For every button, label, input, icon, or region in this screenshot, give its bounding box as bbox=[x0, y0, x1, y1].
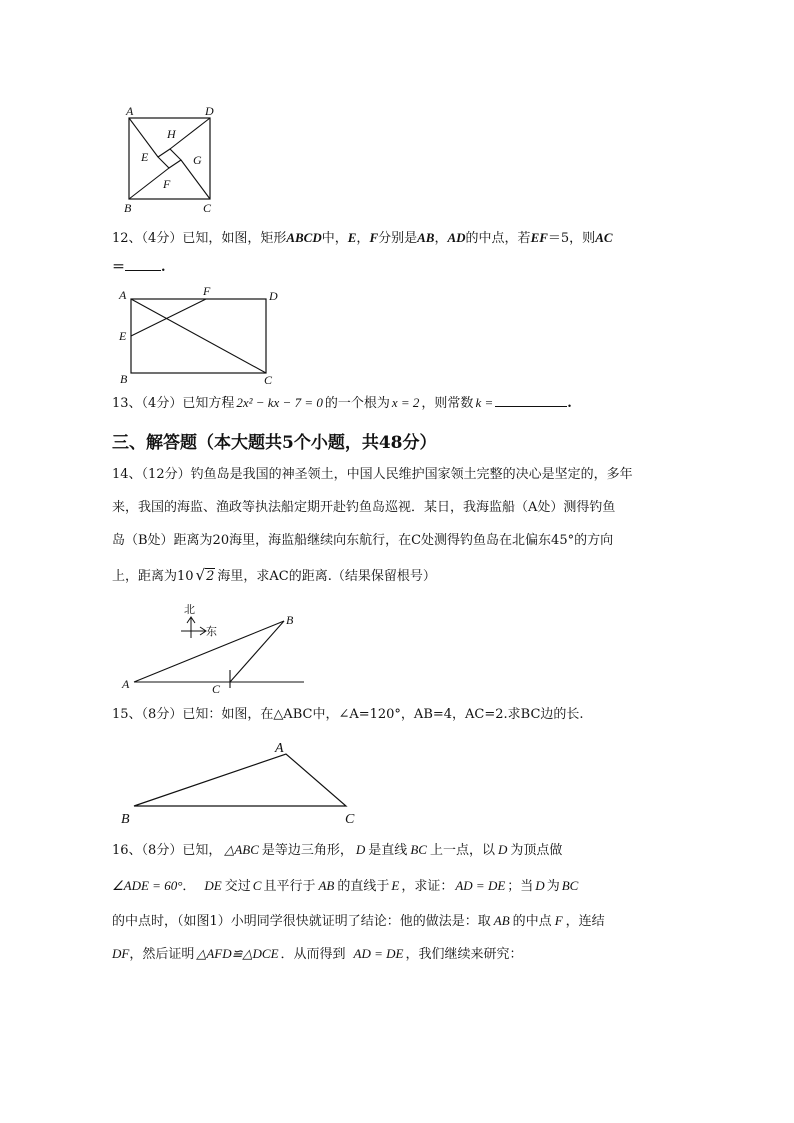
segment-dh bbox=[170, 118, 210, 149]
label-e: E bbox=[141, 150, 149, 164]
label-e: E bbox=[119, 329, 127, 343]
q16-angle-ade: ∠ADE = 60° bbox=[112, 878, 183, 893]
q16-text-1c: 是直线 bbox=[368, 843, 408, 858]
q12-text-1: 12、（4分）已知，如图，矩形 bbox=[112, 231, 287, 246]
q12-answer-blank[interactable] bbox=[125, 258, 161, 271]
q12-period: . bbox=[161, 260, 166, 275]
q16-text-4b: ，然后证明 bbox=[129, 947, 195, 962]
q12-ab: AB bbox=[417, 230, 435, 245]
label-c: C bbox=[264, 373, 273, 387]
q16-triangle: △ABC bbox=[224, 842, 259, 857]
label-d: D bbox=[205, 104, 214, 118]
label-c: C bbox=[203, 201, 212, 215]
q16-ad-eq-de-2: AD = DE bbox=[353, 946, 404, 961]
figure-navigation bbox=[114, 598, 310, 698]
q12-text-4: 的中点，若 bbox=[465, 231, 531, 246]
sqrt-radicand: 2 bbox=[206, 569, 215, 584]
question-13 bbox=[112, 394, 572, 413]
q13-period: . bbox=[567, 396, 572, 411]
label-east: 东 bbox=[206, 625, 217, 638]
q16-congruence: △AFD≌△DCE bbox=[196, 946, 279, 961]
question-14-line-2: 来，我国的海监、渔政等执法船定期开赴钓鱼岛巡视．某日，我海监船（A处）测得钓鱼 bbox=[112, 500, 616, 515]
label-g: G bbox=[193, 153, 202, 167]
q16-text-2c: 交过 bbox=[224, 879, 251, 894]
question-14-line-4 bbox=[112, 566, 436, 586]
q16-df: DF bbox=[112, 946, 130, 961]
question-16-line-3 bbox=[112, 912, 605, 931]
inner-square bbox=[158, 149, 181, 168]
label-c: C bbox=[345, 812, 355, 827]
q13-text-1: 13、（4分）已知方程 bbox=[112, 396, 235, 411]
q16-d-3: D bbox=[535, 878, 545, 893]
q16-bc: BC bbox=[410, 842, 427, 857]
label-north: 北 bbox=[184, 603, 195, 616]
q16-text-1e: 为顶点做 bbox=[510, 843, 563, 858]
q16-text-1a: 16、（8分）已知， bbox=[112, 843, 222, 858]
q12-f: F bbox=[369, 230, 379, 245]
q16-text-4d: ，我们继续来研究： bbox=[405, 947, 523, 962]
q13-text-2: 的一个根为 bbox=[324, 396, 390, 411]
label-h: H bbox=[167, 127, 176, 141]
question-16-line-1 bbox=[112, 841, 562, 860]
label-b: B bbox=[124, 201, 132, 215]
question-14-line-3: 岛（B处）距离为20海里，海监船继续向东航行，在C处测得钓鱼岛在北偏东45°的方向 bbox=[112, 533, 614, 548]
q16-f: F bbox=[554, 913, 563, 928]
q12-text-3: 分别是 bbox=[378, 231, 418, 246]
q12-ac: AC bbox=[595, 230, 613, 245]
q12-ad: AD bbox=[447, 230, 466, 245]
figure-rectangle-abcd bbox=[114, 284, 289, 388]
q13-text-3: ，则常数 bbox=[421, 396, 474, 411]
q12-ef: EF bbox=[530, 230, 548, 245]
label-a: A bbox=[122, 677, 130, 691]
q16-text-3a: 的中点时，（如图1）小明同学很快就证明了结论：他的做法是：取 bbox=[112, 914, 491, 929]
q12-text-2: 中， bbox=[321, 231, 348, 246]
q16-bc-2: BC bbox=[561, 878, 579, 893]
q16-d: D bbox=[355, 842, 366, 857]
q16-e: E bbox=[391, 878, 400, 893]
q16-text-4c: ．从而得到 bbox=[280, 947, 346, 962]
q16-ab: AB bbox=[318, 878, 335, 893]
q16-text-2f: ，求证： bbox=[401, 879, 454, 894]
q12-comma-2: ， bbox=[434, 231, 448, 246]
q12-abcd: ABCD bbox=[286, 230, 322, 245]
question-16-line-2 bbox=[112, 877, 580, 896]
question-12-answer-line bbox=[112, 258, 166, 277]
question-15: 15、（8分）已知：如图，在△ABC中，∠A=120°，AB=4，AC=2.求BC边的长. bbox=[112, 707, 584, 722]
q16-text-2b: ． bbox=[182, 879, 196, 894]
label-d: D bbox=[269, 289, 278, 303]
q16-ad-eq-de: AD = DE bbox=[455, 878, 506, 893]
label-a: A bbox=[126, 104, 134, 118]
label-f: F bbox=[203, 284, 211, 298]
segment-cb bbox=[230, 621, 284, 682]
question-14-line-1: 14、（12分）钓鱼岛是我国的神圣领土，中国人民维护国家领土完整的决心是坚定的，多年 bbox=[112, 467, 633, 482]
q13-root: x = 2 bbox=[391, 395, 420, 410]
figure-square-abcd bbox=[118, 100, 228, 218]
q16-text-2g: ；当 bbox=[507, 879, 534, 894]
label-b: B bbox=[121, 812, 130, 827]
q16-text-3b: 的中点 bbox=[512, 914, 552, 929]
label-b: B bbox=[120, 372, 128, 386]
label-a: A bbox=[275, 741, 284, 756]
q12-text-5: ＝5，则 bbox=[547, 231, 596, 246]
q16-c: C bbox=[252, 878, 262, 893]
label-f: F bbox=[163, 177, 171, 191]
sqrt-2: √2 bbox=[195, 566, 215, 584]
q16-text-3c: ，连结 bbox=[565, 914, 605, 929]
q16-text-1b: 是等边三角形， bbox=[261, 843, 353, 858]
q16-d-2: D bbox=[497, 842, 508, 857]
label-c: C bbox=[212, 682, 221, 696]
question-12 bbox=[112, 229, 613, 248]
q12-comma: ， bbox=[356, 231, 370, 246]
q13-equation: 2x² − kx − 7 = 0 bbox=[236, 395, 323, 410]
q13-answer-blank[interactable] bbox=[495, 394, 567, 407]
q16-de: DE bbox=[204, 878, 222, 893]
q13-k: k = bbox=[475, 395, 494, 410]
section-3-heading: 三、解答题（本大题共5个小题，共48分） bbox=[112, 433, 437, 453]
q14-text-4a: 上，距离为10 bbox=[112, 569, 194, 584]
q12-e: E bbox=[347, 230, 357, 245]
diagonal-ac bbox=[131, 299, 266, 373]
label-b: B bbox=[286, 613, 294, 627]
q14-text-4b: 海里，求AC的距离.（结果保留根号） bbox=[217, 569, 436, 584]
q16-text-2d: 且平行于 bbox=[263, 879, 316, 894]
label-a: A bbox=[119, 288, 127, 302]
q16-text-2e: 的直线于 bbox=[337, 879, 390, 894]
question-16-line-4 bbox=[112, 945, 523, 964]
triangle-outline bbox=[134, 754, 346, 806]
q16-text-1d: 上一点，以 bbox=[429, 843, 495, 858]
q16-ab-2: AB bbox=[493, 913, 510, 928]
q16-text-2h: 为 bbox=[546, 879, 560, 894]
figure-triangle-abc bbox=[114, 736, 360, 828]
q12-equals: ＝ bbox=[112, 260, 126, 275]
